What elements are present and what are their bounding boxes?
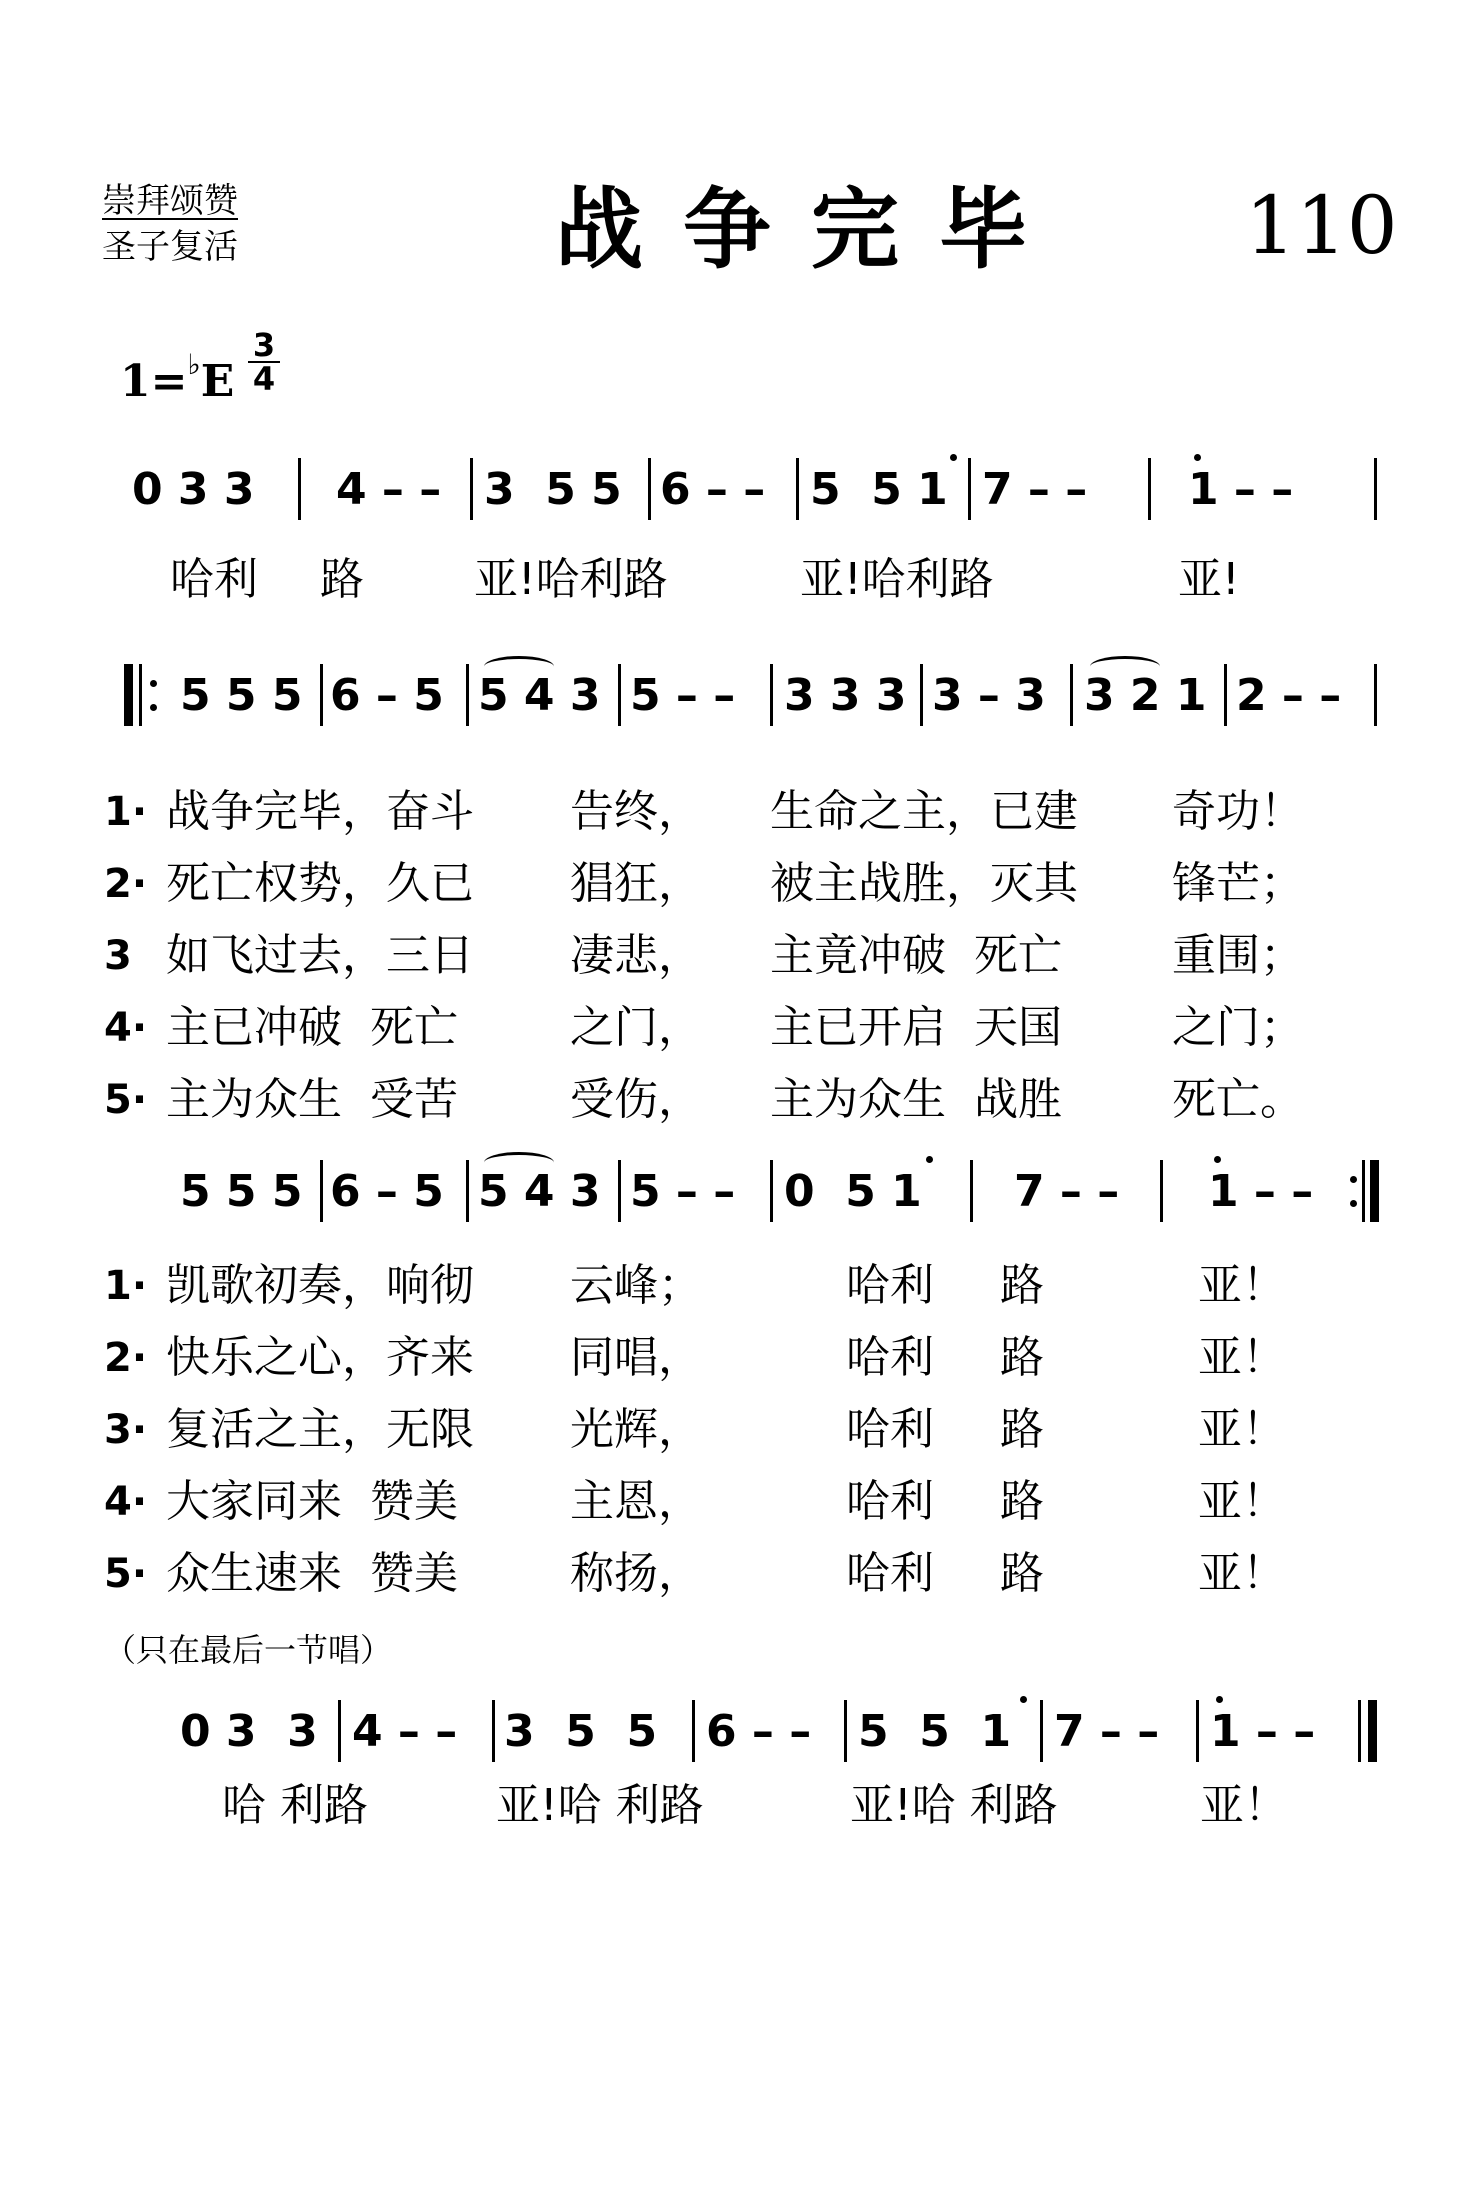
key-letter: E [200,356,235,407]
lyric: 路 [1000,1260,1044,1311]
lyric: 死亡权势，久已 [166,858,474,909]
barline [618,664,621,726]
lyric: 亚!哈 利路 [496,1780,704,1831]
lyric: 亚!哈 利路 [850,1780,1058,1831]
lyric: 路 [1000,1476,1044,1527]
measure: 2 – – [1236,670,1342,721]
lyric: 之门， [570,1002,702,1053]
measure: 5 – – [630,1166,736,1217]
measure: 3 5 5 [504,1706,658,1757]
lyric: 主已冲破 死亡 [166,1002,458,1053]
barline [844,1700,847,1762]
barline [466,664,469,726]
lyric: 如飞过去，三日 [166,930,474,981]
barline [470,458,473,520]
measure: 1 – – [1210,1706,1316,1757]
barline [968,458,971,520]
barline [770,664,773,726]
measure: 4 – – [352,1706,458,1757]
time-sig-top: 3 [252,326,276,364]
final-barline-thick [1368,1700,1377,1762]
barline [1040,1700,1043,1762]
lyric: 路 [1000,1548,1044,1599]
lyric: 亚！ [1198,1404,1286,1455]
barline [298,458,301,520]
measure: 0 3 3 [180,1706,318,1757]
lyric: 亚! [1178,554,1240,605]
lyric: 重围； [1172,930,1304,981]
lyric: 光辉， [570,1404,702,1455]
measure: 5 4 3 [478,1166,601,1217]
measure: 7 – – [1014,1166,1120,1217]
lyric: 凯歌初奏，响彻 [166,1260,474,1311]
high-octave-dot [1216,1696,1223,1703]
lyric: 锋芒； [1172,858,1304,909]
verse-number: 5· [104,1077,148,1123]
barline [692,1700,695,1762]
barline [796,458,799,520]
barline [1070,664,1073,726]
lyric: 亚！ [1198,1548,1286,1599]
verse-number: 4· [104,1479,148,1525]
lyric: 复活之主，无限 [166,1404,474,1455]
verse-number: 1· [104,789,148,835]
lyric: 亚!哈利路 [474,554,668,605]
lyric: 主竟冲破 死亡 [770,930,1062,981]
verse-number: 2· [104,1335,148,1381]
measure: 5 5 1 [810,464,948,515]
high-octave-dot [1214,1156,1221,1163]
lyric: 主恩， [570,1476,702,1527]
repeat-dot [150,680,157,687]
key-signature [120,335,234,412]
lyric: 亚！ [1198,1476,1286,1527]
lyric: 死亡。 [1172,1074,1304,1125]
barline [1160,1160,1163,1222]
final-barline-thin [1358,1700,1361,1762]
verse-number: 5· [104,1551,148,1597]
lyric: 亚!哈利路 [800,554,994,605]
measure: 5 5 1 [858,1706,1012,1757]
barline [320,664,323,726]
measure: 3 3 3 [784,670,907,721]
hymn-number: 110 [1245,179,1398,272]
repeat-dot [1350,1200,1357,1207]
verse-number: 3 [104,933,132,979]
verse-number: 1· [104,1263,148,1309]
lyric: 之门； [1172,1002,1304,1053]
measure: 1 – – [1208,1166,1314,1217]
lyric: 云峰； [570,1260,702,1311]
barline [1374,664,1377,726]
lyric: 哈利 [846,1332,934,1383]
lyric: 亚！ [1198,1332,1286,1383]
measure: 6 – – [706,1706,812,1757]
barline [1148,458,1151,520]
measure: 7 – – [1054,1706,1160,1757]
lyric: 哈利 [846,1476,934,1527]
lyric: 大家同来 赞美 [166,1476,458,1527]
barline [1196,1700,1199,1762]
performance-note: （只在最后一节唱） [104,1631,393,1669]
lyric: 称扬， [570,1548,702,1599]
repeat-barline-thin [1362,1160,1365,1222]
lyric: 告终， [570,786,702,837]
high-octave-dot [1194,454,1201,461]
measure: 6 – 5 [330,670,444,721]
lyric: 路 [1000,1404,1044,1455]
lyric: 路 [320,554,364,605]
barline [618,1160,621,1222]
lyric: 众生速来 赞美 [166,1548,458,1599]
time-signature [248,326,280,398]
lyric: 亚！ [1200,1780,1288,1831]
measure: 0 3 3 [132,464,255,515]
barline [320,1160,323,1222]
high-octave-dot [1020,1696,1027,1703]
lyric: 主为众生 战胜 [770,1074,1062,1125]
verse-number: 3· [104,1407,148,1453]
measure: 6 – 5 [330,1166,444,1217]
measure: 1 – – [1188,464,1294,515]
repeat-dot [1350,1176,1357,1183]
measure: 3 – 3 [932,670,1046,721]
lyric: 奇功！ [1172,786,1304,837]
lyric: 猖狂， [570,858,702,909]
lyric: 亚！ [1198,1260,1286,1311]
lyric: 路 [1000,1332,1044,1383]
flat-sign: ♭ [187,348,201,381]
lyric: 哈利 [846,1260,934,1311]
hymn-category: 崇拜颂赞 [102,181,238,221]
repeat-dot [150,704,157,711]
measure: 3 2 1 [1084,670,1207,721]
measure: 5 5 5 [180,670,303,721]
lyric: 被主战胜，灭其 [770,858,1078,909]
barline [466,1160,469,1222]
repeat-barline-thin [139,664,142,726]
barline [1224,664,1227,726]
time-sig-bottom: 4 [252,360,276,398]
hymn-subcategory: 圣子复活 [102,227,238,267]
verse-number: 4· [104,1005,148,1051]
lyric: 主为众生 受苦 [166,1074,458,1125]
lyric: 哈 利路 [222,1780,368,1831]
lyric: 同唱， [570,1332,702,1383]
lyric: 战争完毕，奋斗 [166,786,474,837]
key-prefix: 1= [120,356,188,407]
hymn-title: 战争完毕 [555,178,1068,281]
measure: 5 4 3 [478,670,601,721]
measure: 5 – – [630,670,736,721]
measure: 4 – – [336,464,442,515]
verse-number: 2· [104,861,148,907]
lyric: 快乐之心，齐来 [166,1332,474,1383]
measure: 6 – – [660,464,766,515]
measure: 7 – – [982,464,1088,515]
barline [920,664,923,726]
lyric: 主已开启 天国 [770,1002,1062,1053]
high-octave-dot [926,1156,933,1163]
lyric: 受伤， [570,1074,702,1125]
measure: 3 5 5 [484,464,622,515]
measure: 0 5 1 [784,1166,922,1217]
lyric: 生命之主，已建 [770,786,1078,837]
barline [1374,458,1377,520]
barline [648,458,651,520]
measure: 5 5 5 [180,1166,303,1217]
lyric: 哈利 [170,554,258,605]
barline [970,1160,973,1222]
repeat-barline-thick [124,664,133,726]
lyric: 哈利 [846,1404,934,1455]
barline [338,1700,341,1762]
high-octave-dot [950,454,957,461]
lyric: 哈利 [846,1548,934,1599]
lyric: 凄悲， [570,930,702,981]
barline [492,1700,495,1762]
repeat-barline-thick [1370,1160,1379,1222]
barline [770,1160,773,1222]
